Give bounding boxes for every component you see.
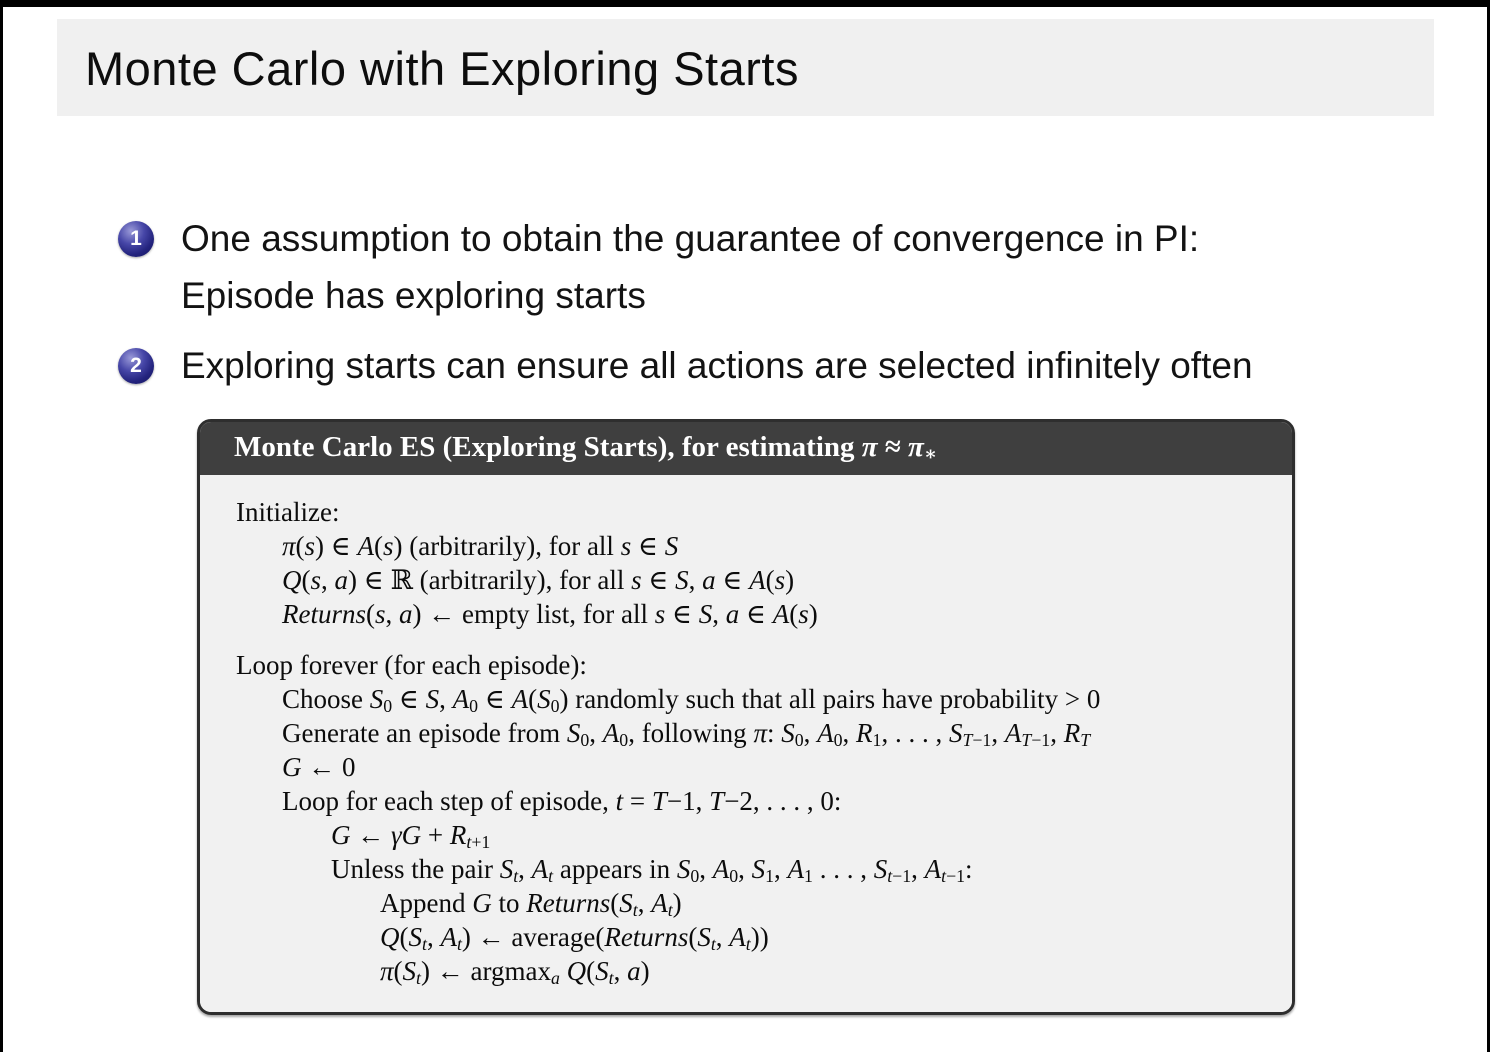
- algorithm-line: π(s) ∈ A(s) (arbitrarily), for all s ∈ S: [282, 531, 679, 561]
- algorithm-line: G ← 0: [282, 752, 356, 782]
- slide: [3, 7, 1487, 1052]
- algorithm-line: Q(s, a) ∈ ℝ (arbitrarily), for all s ∈ S, a ∈ A(s): [282, 565, 795, 595]
- algorithm-line: $\pi(S_t)$ ← argmax$_a$ $Q(S_t$, a): [380, 956, 650, 988]
- algorithm-line: Choose $S_0$ ∈ S, $A_0$ ∈ $A(S_0)$ randomly such that all pairs have probability > 0: [282, 684, 1101, 716]
- bullet-number: 2: [130, 354, 142, 377]
- slide-title: Monte Carlo with Exploring Starts: [85, 42, 799, 95]
- algorithm-line: Append G to $Returns(S_t$, $A_t$): [380, 888, 682, 920]
- bullet-number-badge-1: [118, 221, 154, 257]
- algorithm-line: $Q(S_t$, $A_t$) ← $average(Returns(S_t$, $A_t$)): [380, 922, 769, 954]
- algorithm-title: Monte Carlo ES (Exploring Starts), for estimating $\pi \approx \pi_∗$: [200, 422, 1292, 475]
- bullet-line: Episode has exploring starts: [181, 275, 646, 316]
- title-band: [57, 19, 1434, 116]
- bullet-number-badge-2: [118, 348, 154, 384]
- bullet-item-1: [118, 210, 1458, 324]
- algorithm-line: Returns(s, a) ← empty list, for all s ∈ S, a ∈ A(s): [282, 599, 818, 629]
- algorithm-block: [197, 419, 1295, 1015]
- algorithm-body: [200, 475, 1292, 1012]
- bullet-text: [181, 210, 1199, 324]
- algorithm-line: Loop forever (for each episode):: [236, 650, 587, 680]
- bullet-text: [181, 337, 1253, 394]
- algorithm-line: G ← $\gamma G + R_{t+1}$: [331, 820, 491, 852]
- algorithm-line: Generate an episode from $S_0$, $A_0$, following π: $S_0$, $A_0$, $R_1$, . . . , $S_{T-1}$, $A_{T-1}$, $R_T$: [282, 718, 1091, 750]
- bullet-list: [118, 210, 1458, 407]
- algorithm-line: Unless the pair $S_t$, $A_t$ appears in $S_0$, $A_0$, $S_1$, $A_1$ . . . , $S_{t-1}$, $A_{t-1}$:: [331, 854, 973, 886]
- bullet-item-2: [118, 337, 1458, 394]
- bullet-line: One assumption to obtain the guarantee of convergence in PI:: [181, 218, 1200, 259]
- algorithm-line: Initialize:: [236, 497, 340, 527]
- bullet-line: Exploring starts can ensure all actions are selected infinitely often: [181, 345, 1253, 386]
- bullet-number: 1: [130, 227, 142, 250]
- algorithm-line: Loop for each step of episode, t = T−1, T−2, . . . , 0:: [282, 786, 842, 816]
